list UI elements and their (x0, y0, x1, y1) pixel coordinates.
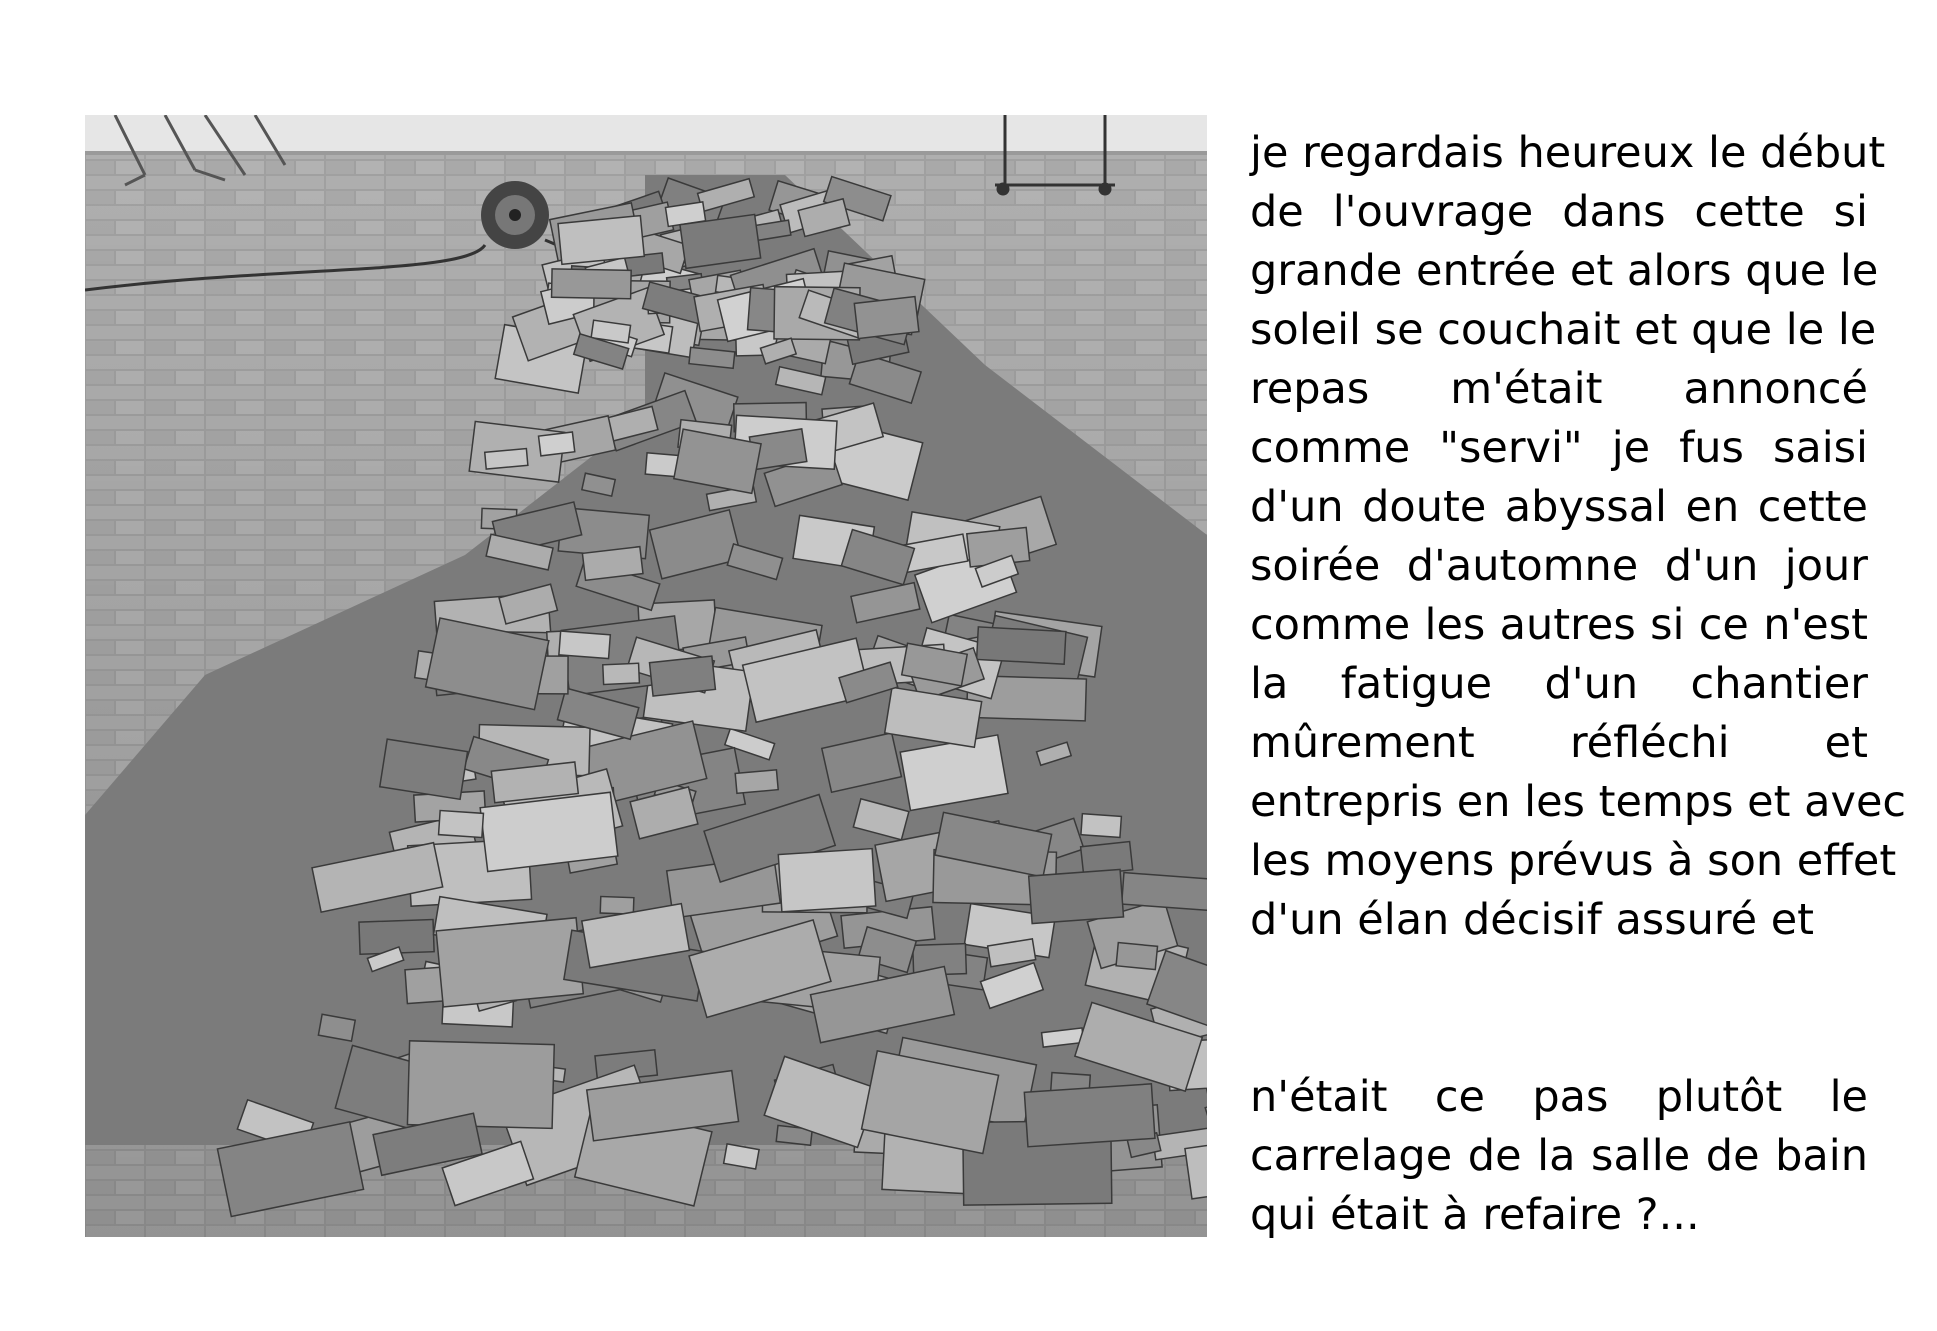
broken-tile (582, 547, 643, 581)
text-line: d'un élan décisif assuré et (1250, 895, 1815, 945)
paragraph-second (1250, 1068, 1868, 1245)
broken-tile (735, 770, 778, 794)
text-line: d'un doute abyssal en cette (1250, 482, 1868, 532)
text-line: les moyens prévus à son effet (1250, 836, 1897, 886)
text-line: comme les autres si ce n'est (1250, 600, 1868, 650)
broken-tile (650, 656, 716, 696)
broken-tile (1122, 873, 1207, 911)
broken-tile (485, 449, 528, 469)
floor-demolition-photo (85, 115, 1207, 1237)
text-line: entrepris en les temps et avec (1250, 777, 1907, 827)
text-line: la fatigue d'un chantier (1250, 659, 1868, 709)
broken-tile (603, 663, 640, 684)
broken-tile (977, 627, 1066, 664)
text-line: n'était ce pas plutôt le (1250, 1072, 1868, 1122)
broken-tile (854, 297, 919, 339)
text-line: repas m'était annoncé (1250, 364, 1868, 414)
broken-tile (552, 269, 632, 299)
paragraph-first (1250, 124, 1907, 950)
text-line: grande entrée et alors que le (1250, 246, 1879, 296)
paragraph-spacer (1250, 950, 1868, 1068)
poem-text (1250, 124, 1907, 1245)
broken-tile (600, 897, 634, 915)
text-line: de l'ouvrage dans cette si (1250, 187, 1868, 237)
broken-tile (439, 810, 484, 837)
broken-tile (539, 432, 575, 456)
text-line: je regardais heureux le début (1250, 128, 1886, 178)
text-line: mûrement réfléchi et (1250, 718, 1868, 768)
broken-tile (680, 214, 761, 268)
broken-tile (1081, 814, 1121, 838)
text-line: soirée d'automne d'un jour (1250, 541, 1868, 591)
broken-tile (558, 216, 644, 265)
broken-tile (559, 631, 610, 658)
photo-drawing (85, 115, 1207, 1237)
broken-tile (436, 918, 583, 1007)
text-line: soleil se couchait et que le le (1250, 305, 1877, 355)
broken-tile (1024, 1084, 1155, 1147)
text-line: comme "servi" je fus saisi (1250, 423, 1868, 473)
text-line: carrelage de la salle de bain (1250, 1131, 1868, 1181)
broken-tile (407, 1041, 554, 1129)
broken-tile (1116, 943, 1157, 970)
text-line: qui était à refaire ?... (1250, 1190, 1700, 1240)
broken-tile (1029, 869, 1124, 923)
broken-tile (778, 849, 875, 912)
